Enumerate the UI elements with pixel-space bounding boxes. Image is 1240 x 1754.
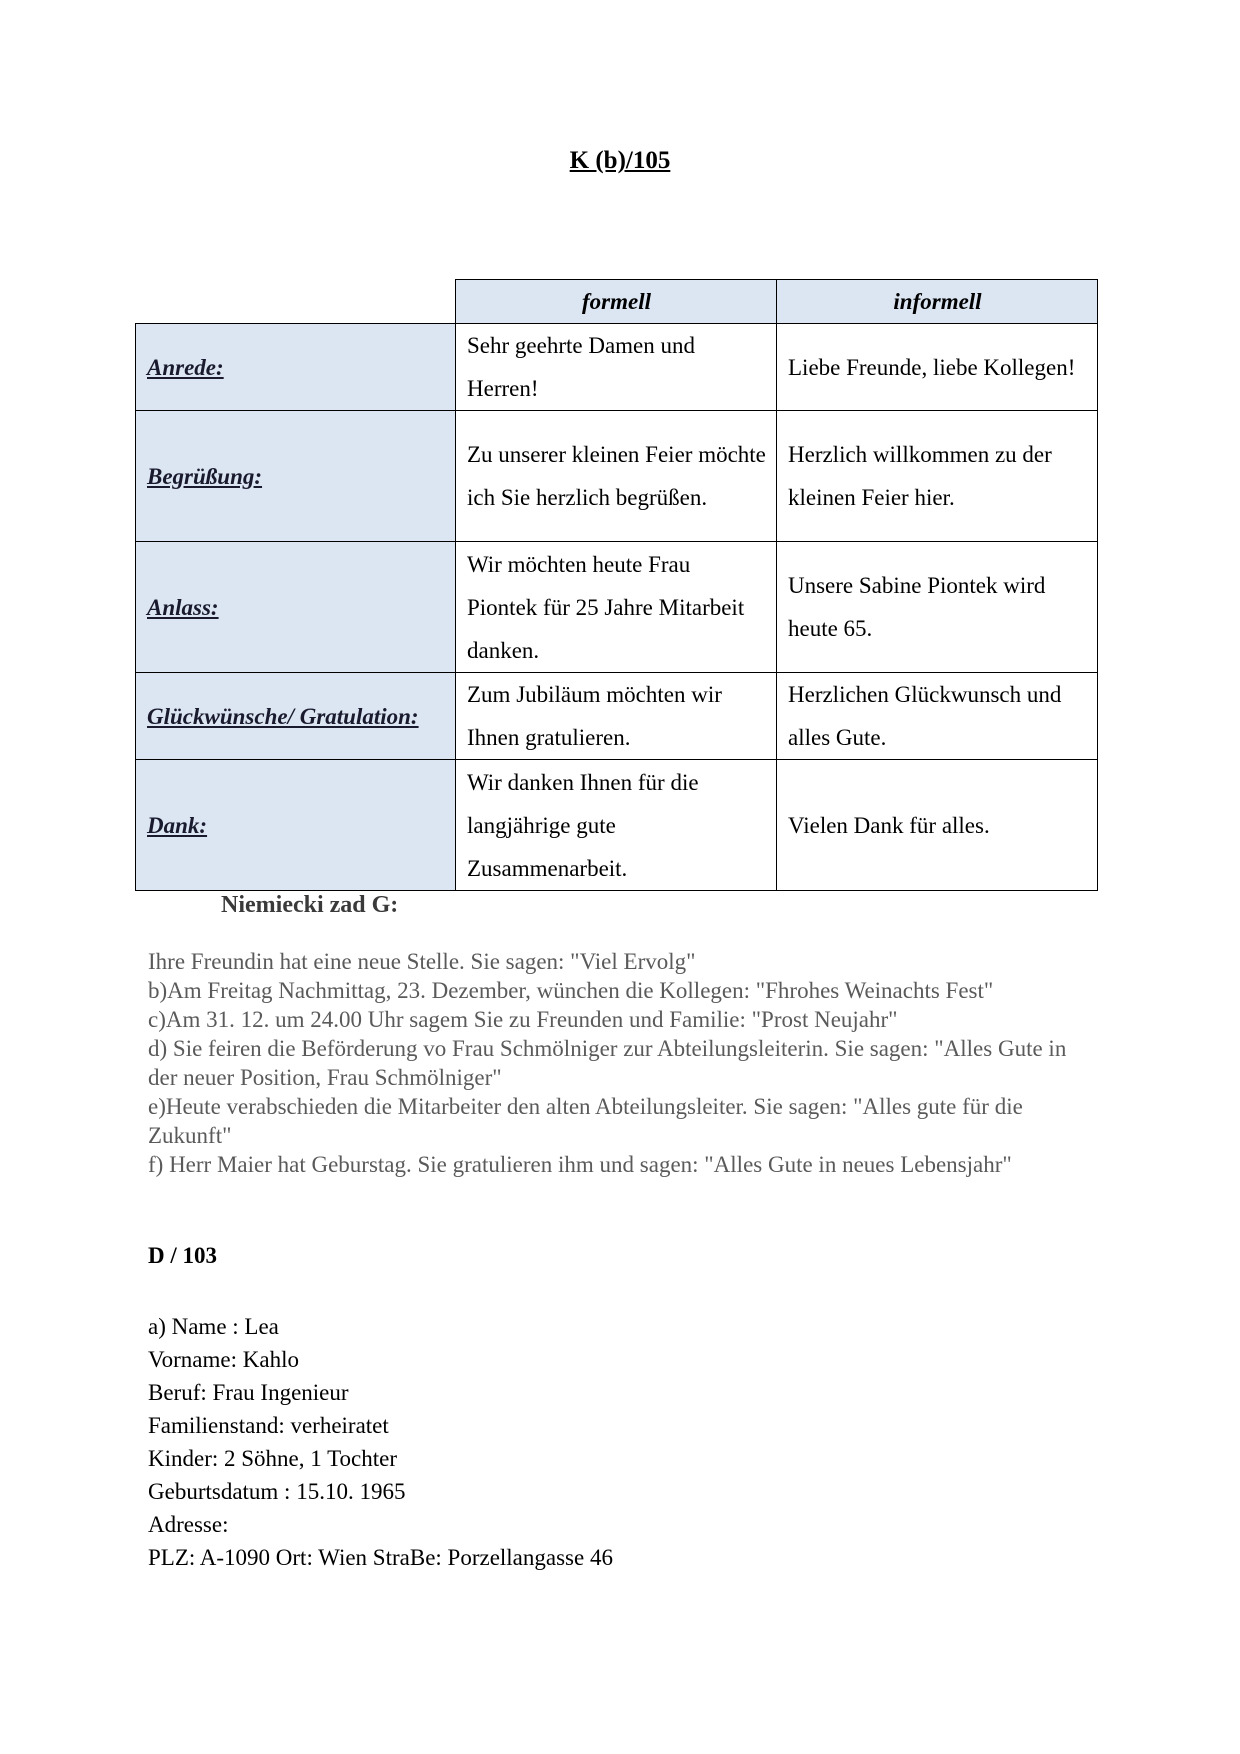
profile-line-familienstand: Familienstand: verheiratet	[148, 1413, 389, 1438]
row-label-anrede: Anrede:	[136, 324, 456, 411]
phrases-table	[135, 279, 1098, 891]
section-g-title: Niemiecki zad G:	[221, 892, 399, 918]
table-row	[136, 324, 1098, 411]
row-label-dank: Dank:	[136, 760, 456, 891]
cell-informell: Unsere Sabine Piontek wird heute 65.	[777, 542, 1098, 673]
cell-informell: Vielen Dank für alles.	[777, 760, 1098, 891]
table-header-row	[136, 280, 1098, 324]
header-informell: informell	[777, 280, 1098, 324]
cell-informell: Herzlich willkommen zu der kleinen Feier hier.	[777, 411, 1098, 542]
section-d-title: D / 103	[148, 1243, 217, 1268]
header-formell: formell	[456, 280, 777, 324]
cell-formell: Wir danken Ihnen für die langjährige gute Zusammenarbeit.	[456, 760, 777, 891]
profile-line-vorname: Vorname: Kahlo	[148, 1347, 299, 1372]
row-label-begruessung: Begrüßung:	[136, 411, 456, 542]
list-item: d) Sie feiren die Beförderung vo Frau Schmölniger zur Abteilungsleiterin. Sie sagen: "Alles Gute in der neuer Position, Frau Schmölniger"	[148, 1036, 1067, 1090]
profile-line-name: a) Name : Lea	[148, 1314, 279, 1339]
profile-line-kinder: Kinder: 2 Söhne, 1 Tochter	[148, 1446, 398, 1471]
list-item: e)Heute verabschieden die Mitarbeiter den alten Abteilungsleiter. Sie sagen: "Alles gute für die Zukunft"	[148, 1094, 1023, 1148]
profile-line-beruf: Beruf: Frau Ingenieur	[148, 1380, 349, 1405]
cell-formell: Zu unserer kleinen Feier möchte ich Sie herzlich begrüßen.	[456, 411, 777, 542]
page-title: K (b)/105	[569, 147, 671, 174]
list-item: Ihre Freundin hat eine neue Stelle. Sie sagen: "Viel Ervolg"	[148, 949, 696, 974]
profile-line-geburtsdatum: Geburtsdatum : 15.10. 1965	[148, 1479, 406, 1504]
list-item: b)Am Freitag Nachmittag, 23. Dezember, wünchen die Kollegen: "Fhrohes Weinachts Fest"	[148, 978, 994, 1003]
table-row	[136, 542, 1098, 673]
list-item: c)Am 31. 12. um 24.00 Uhr sagem Sie zu Freunden und Familie: "Prost Neujahr"	[148, 1007, 898, 1032]
cell-formell: Sehr geehrte Damen und Herren!	[456, 324, 777, 411]
cell-formell: Wir möchten heute Frau Piontek für 25 Jahre Mitarbeit danken.	[456, 542, 777, 673]
row-label-glueckwuensche: Glückwünsche/ Gratulation:	[136, 673, 456, 760]
cell-informell: Liebe Freunde, liebe Kollegen!	[777, 324, 1098, 411]
profile-line-plz: PLZ: A-1090 Ort: Wien StraBe: Porzellangasse 46	[148, 1545, 613, 1570]
profile-line-adresse: Adresse:	[148, 1512, 229, 1537]
cell-formell: Zum Jubiläum möchten wir Ihnen gratulieren.	[456, 673, 777, 760]
header-empty-cell	[136, 280, 456, 324]
profile-details	[148, 1310, 613, 1574]
row-label-anlass: Anlass:	[136, 542, 456, 673]
table-row	[136, 760, 1098, 891]
table-row	[136, 411, 1098, 542]
task-list	[148, 947, 1088, 1179]
table-row	[136, 673, 1098, 760]
cell-informell: Herzlichen Glückwunsch und alles Gute.	[777, 673, 1098, 760]
list-item: f) Herr Maier hat Geburstag. Sie gratulieren ihm und sagen: "Alles Gute in neues Lebensjahr"	[148, 1152, 1012, 1177]
